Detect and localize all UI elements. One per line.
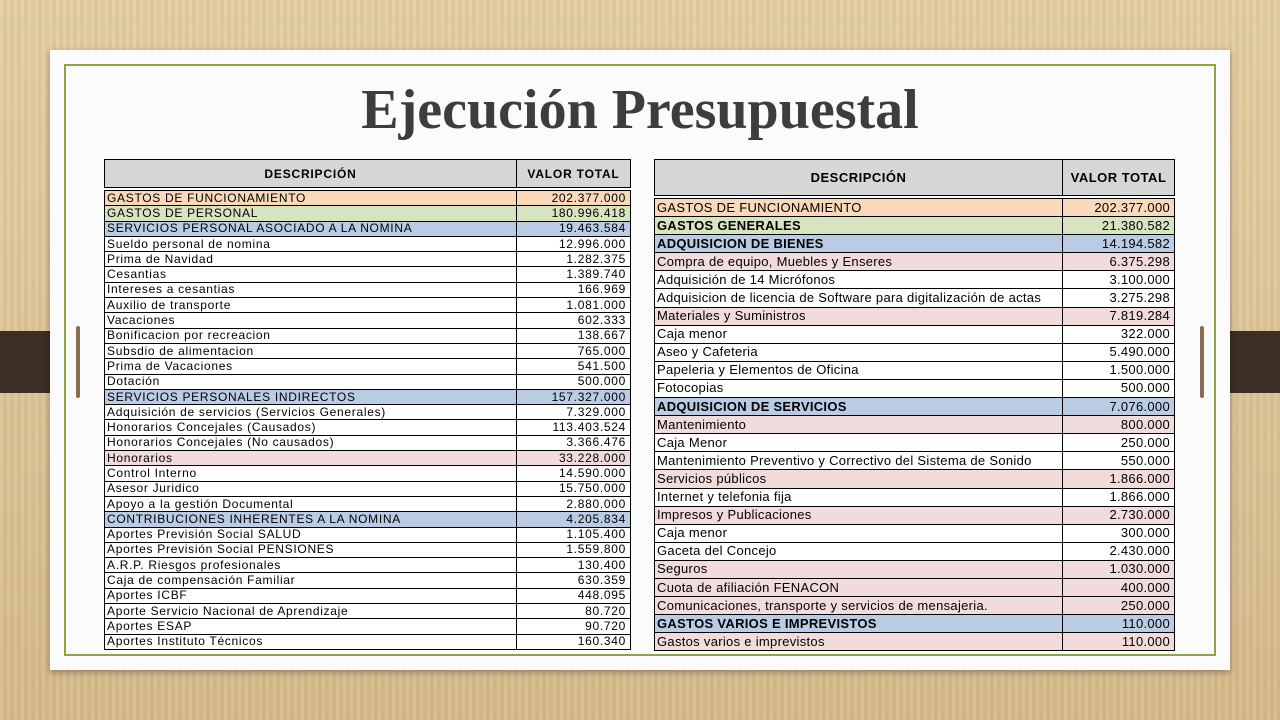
table-row — [655, 542, 1175, 560]
table-row — [655, 398, 1175, 416]
row-description: Gaceta del Concejo — [655, 542, 1063, 560]
row-value: 113.403.524 — [517, 420, 631, 435]
row-description: Dotación — [105, 374, 517, 389]
row-description: Servicios públicos — [655, 470, 1063, 488]
row-description: Honorarios Concejales (Causados) — [105, 420, 517, 435]
row-description: SERVICIOS PERSONALES INDIRECTOS — [105, 389, 517, 404]
row-description: Comunicaciones, transporte y servicios de mensajeria. — [655, 597, 1063, 615]
row-description: A.R.P. Riesgos profesionales — [105, 558, 517, 573]
table-row — [105, 267, 631, 282]
row-description: ADQUISICION DE SERVICIOS — [655, 398, 1063, 416]
table-row — [655, 199, 1175, 217]
row-value: 448.095 — [517, 588, 631, 603]
row-value: 1.559.800 — [517, 542, 631, 557]
row-value: 1.105.400 — [517, 527, 631, 542]
row-description: GASTOS GENERALES — [655, 217, 1063, 235]
row-value: 1.030.000 — [1063, 560, 1175, 578]
table-row — [105, 512, 631, 527]
table-row — [655, 235, 1175, 253]
table-row — [105, 573, 631, 588]
row-description: Caja menor — [655, 524, 1063, 542]
row-value: 1.866.000 — [1063, 470, 1175, 488]
table-row — [655, 217, 1175, 235]
row-description: Aseo y Cafeteria — [655, 343, 1063, 361]
row-value: 33.228.000 — [517, 451, 631, 466]
table-row — [655, 560, 1175, 578]
row-description: Vacaciones — [105, 313, 517, 328]
row-value: 1.500.000 — [1063, 361, 1175, 379]
table-row — [105, 343, 631, 358]
row-description: Impresos y Publicaciones — [655, 506, 1063, 524]
right-budget-table — [654, 159, 1175, 651]
row-description: Fotocopias — [655, 379, 1063, 397]
table-row — [655, 452, 1175, 470]
row-value: 2.730.000 — [1063, 506, 1175, 524]
row-description: Auxilio de transporte — [105, 298, 517, 313]
row-value: 202.377.000 — [517, 191, 631, 206]
row-value: 5.490.000 — [1063, 343, 1175, 361]
row-value: 300.000 — [1063, 524, 1175, 542]
row-description: Aportes Previsión Social SALUD — [105, 527, 517, 542]
table-row — [105, 451, 631, 466]
row-description: Papeleria y Elementos de Oficina — [655, 361, 1063, 379]
row-description: Aportes Previsión Social PENSIONES — [105, 542, 517, 557]
row-value: 3.275.298 — [1063, 289, 1175, 307]
pin-right — [1200, 326, 1204, 398]
table-row — [105, 405, 631, 420]
table-row — [655, 361, 1175, 379]
table-row — [655, 524, 1175, 542]
row-description: Intereses a cesantias — [105, 282, 517, 297]
left-table-body — [105, 188, 631, 650]
row-description: Aportes ESAP — [105, 619, 517, 634]
row-description: Caja Menor — [655, 434, 1063, 452]
table-row — [655, 325, 1175, 343]
table-row — [655, 253, 1175, 271]
table-row — [655, 615, 1175, 633]
table-row — [105, 588, 631, 603]
row-value: 541.500 — [517, 359, 631, 374]
row-value: 7.819.284 — [1063, 307, 1175, 325]
row-description: Honorarios — [105, 451, 517, 466]
row-description: Mantenimiento — [655, 416, 1063, 434]
table-row — [105, 389, 631, 404]
row-value: 1.389.740 — [517, 267, 631, 282]
row-description: Subsdio de alimentacion — [105, 343, 517, 358]
row-description: Bonificacion por recreacion — [105, 328, 517, 343]
table-row — [105, 634, 631, 649]
row-description: Adquisición de servicios (Servicios Generales) — [105, 405, 517, 420]
table-row — [105, 604, 631, 619]
table-row — [655, 578, 1175, 596]
table-row — [655, 343, 1175, 361]
row-value: 630.359 — [517, 573, 631, 588]
table-row — [655, 488, 1175, 506]
row-value: 800.000 — [1063, 416, 1175, 434]
table-header-row — [105, 160, 631, 188]
table-row — [105, 496, 631, 511]
table-row — [105, 313, 631, 328]
table-row — [105, 191, 631, 206]
row-value: 202.377.000 — [1063, 199, 1175, 217]
table-row — [655, 271, 1175, 289]
row-description: Aporte Servicio Nacional de Aprendizaje — [105, 604, 517, 619]
table-row — [105, 619, 631, 634]
table-row — [105, 298, 631, 313]
row-description: Sueldo personal de nomina — [105, 236, 517, 251]
table-row — [655, 379, 1175, 397]
row-description: Caja de compensación Familiar — [105, 573, 517, 588]
row-description: Control Interno — [105, 466, 517, 481]
row-value: 6.375.298 — [1063, 253, 1175, 271]
row-description: Aportes ICBF — [105, 588, 517, 603]
row-value: 21.380.582 — [1063, 217, 1175, 235]
row-value: 7.076.000 — [1063, 398, 1175, 416]
table-row — [655, 597, 1175, 615]
table-row — [655, 307, 1175, 325]
table-row — [105, 481, 631, 496]
row-description: Caja menor — [655, 325, 1063, 343]
header-description: DESCRIPCIÓN — [105, 160, 517, 188]
row-value: 3.100.000 — [1063, 271, 1175, 289]
row-value: 12.996.000 — [517, 236, 631, 251]
table-row — [105, 328, 631, 343]
row-description: Apoyo a la gestión Documental — [105, 496, 517, 511]
table-row — [655, 470, 1175, 488]
pin-left — [76, 326, 80, 398]
table-row — [105, 359, 631, 374]
row-value: 180.996.418 — [517, 206, 631, 221]
row-value: 1.282.375 — [517, 252, 631, 267]
table-row — [655, 289, 1175, 307]
table-row — [655, 434, 1175, 452]
table-header-row — [655, 160, 1175, 196]
row-description: SERVICIOS PERSONAL ASOCIADO A LA NOMINA — [105, 221, 517, 236]
header-value: VALOR TOTAL — [517, 160, 631, 188]
table-row — [105, 466, 631, 481]
slide-paper — [50, 50, 1230, 670]
row-description: Honorarios Concejales (No causados) — [105, 435, 517, 450]
row-description: Prima de Vacaciones — [105, 359, 517, 374]
row-value: 250.000 — [1063, 434, 1175, 452]
row-value: 2.880.000 — [517, 496, 631, 511]
row-value: 19.463.584 — [517, 221, 631, 236]
row-description: Compra de equipo, Muebles y Enseres — [655, 253, 1063, 271]
row-description: Aportes Instituto Técnicos — [105, 634, 517, 649]
table-row — [105, 252, 631, 267]
row-description: ADQUISICION DE BIENES — [655, 235, 1063, 253]
table-row — [105, 542, 631, 557]
table-row — [105, 282, 631, 297]
row-value: 322.000 — [1063, 325, 1175, 343]
row-description: Prima de Navidad — [105, 252, 517, 267]
row-description: Cesantias — [105, 267, 517, 282]
row-value: 4.205.834 — [517, 512, 631, 527]
row-value: 130.400 — [517, 558, 631, 573]
row-value: 14.590.000 — [517, 466, 631, 481]
row-value: 2.430.000 — [1063, 542, 1175, 560]
row-description: Adquisicion de licencia de Software para digitalización de actas — [655, 289, 1063, 307]
table-row — [105, 236, 631, 251]
row-value: 3.366.476 — [517, 435, 631, 450]
table-row — [105, 221, 631, 236]
row-value: 550.000 — [1063, 452, 1175, 470]
row-value: 80.720 — [517, 604, 631, 619]
table-row — [655, 506, 1175, 524]
table-row — [105, 527, 631, 542]
row-value: 500.000 — [1063, 379, 1175, 397]
row-value: 250.000 — [1063, 597, 1175, 615]
row-description: GASTOS DE PERSONAL — [105, 206, 517, 221]
row-value: 1.081.000 — [517, 298, 631, 313]
table-row — [105, 420, 631, 435]
table-row — [105, 374, 631, 389]
row-value: 7.329.000 — [517, 405, 631, 420]
table-row — [655, 633, 1175, 651]
row-description: Materiales y Suministros — [655, 307, 1063, 325]
row-value: 160.340 — [517, 634, 631, 649]
row-value: 110.000 — [1063, 633, 1175, 651]
row-description: Asesor Juridico — [105, 481, 517, 496]
row-value: 110.000 — [1063, 615, 1175, 633]
table-row — [655, 416, 1175, 434]
row-value: 765.000 — [517, 343, 631, 358]
row-description: GASTOS DE FUNCIONAMIENTO — [655, 199, 1063, 217]
left-budget-table — [104, 159, 631, 650]
row-value: 500.000 — [517, 374, 631, 389]
table-row — [105, 206, 631, 221]
table-row — [105, 435, 631, 450]
row-description: CONTRIBUCIONES INHERENTES A LA NOMINA — [105, 512, 517, 527]
right-table-body — [655, 196, 1175, 651]
row-value: 90.720 — [517, 619, 631, 634]
header-value: VALOR TOTAL — [1063, 160, 1175, 196]
row-description: Internet y telefonia fija — [655, 488, 1063, 506]
header-description: DESCRIPCIÓN — [655, 160, 1063, 196]
row-description: Seguros — [655, 560, 1063, 578]
row-description: Mantenimiento Preventivo y Correctivo del Sistema de Sonido — [655, 452, 1063, 470]
row-value: 602.333 — [517, 313, 631, 328]
row-description: Gastos varios e imprevistos — [655, 633, 1063, 651]
row-value: 138.667 — [517, 328, 631, 343]
row-description: Cuota de afiliación FENACON — [655, 578, 1063, 596]
row-value: 1.866.000 — [1063, 488, 1175, 506]
row-value: 15.750.000 — [517, 481, 631, 496]
row-value: 166.969 — [517, 282, 631, 297]
table-row — [105, 558, 631, 573]
row-description: Adquisición de 14 Micrófonos — [655, 271, 1063, 289]
row-value: 157.327.000 — [517, 389, 631, 404]
page-title: Ejecución Presupuestal — [361, 79, 919, 141]
row-description: GASTOS VARIOS E IMPREVISTOS — [655, 615, 1063, 633]
row-value: 400.000 — [1063, 578, 1175, 596]
row-value: 14.194.582 — [1063, 235, 1175, 253]
row-description: GASTOS DE FUNCIONAMIENTO — [105, 191, 517, 206]
